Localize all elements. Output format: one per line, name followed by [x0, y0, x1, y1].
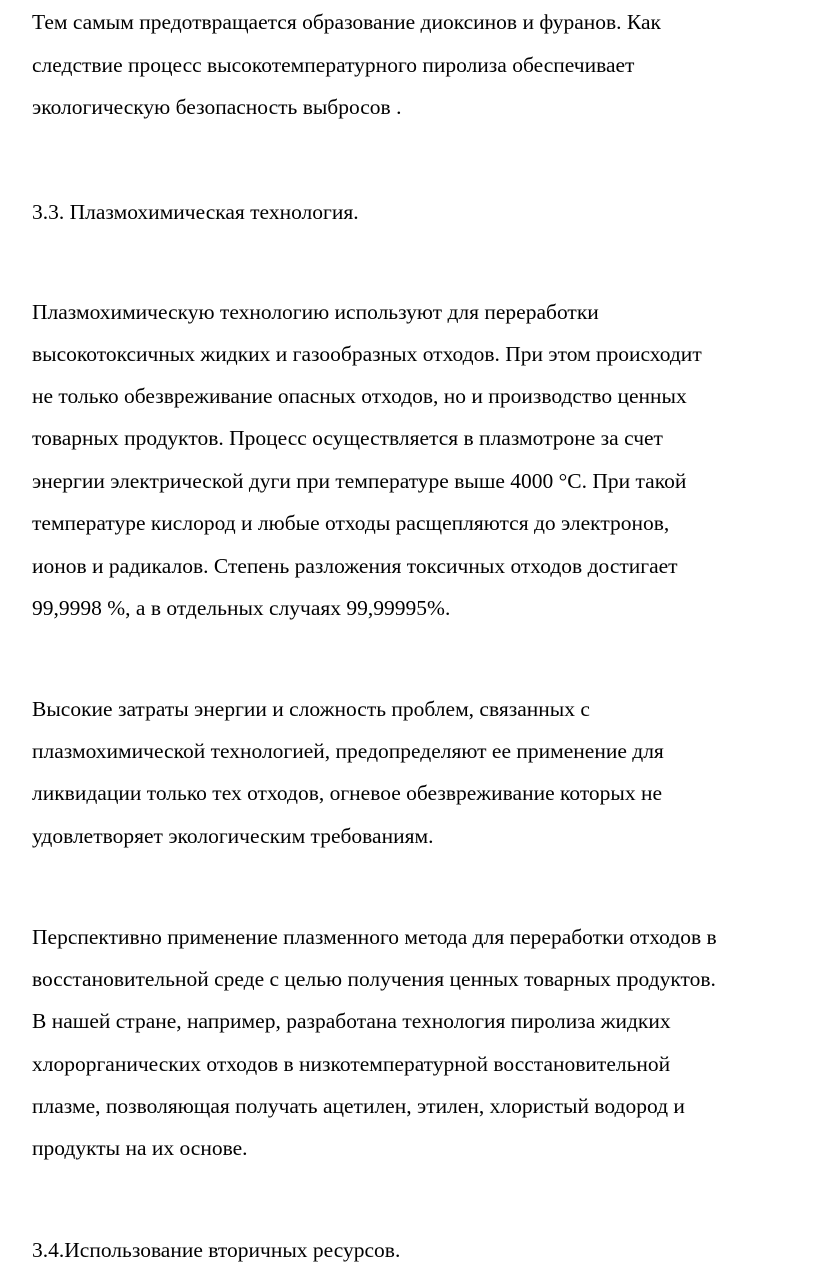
text-line: Тем самым предотвращается образование диоксинов и фуранов. Как [32, 10, 661, 34]
text-line: 99,9998 %, а в отдельных случаях 99,99995%. [32, 596, 451, 620]
text-line: энергии электрической дуги при температуре выше 4000 °С. При такой [32, 469, 687, 493]
text-line: Перспективно применение плазменного метода для переработки отходов в [32, 925, 717, 949]
text-line: удовлетворяет экологическим требованиям. [32, 824, 434, 848]
text-line: не только обезвреживание опасных отходов, но и производство ценных [32, 384, 687, 408]
section-heading: 3.3. Плазмохимическая технология. [32, 200, 359, 224]
text-line: плазме, позволяющая получать ацетилен, этилен, хлористый водород и [32, 1094, 685, 1118]
text-line: температуре кислород и любые отходы расщепляются до электронов, [32, 511, 670, 535]
text-line: В нашей стране, например, разработана технология пиролиза жидких [32, 1009, 671, 1033]
text-line: экологическую безопасность выбросов . [32, 95, 402, 119]
text-line: Плазмохимическую технологию используют для переработки [32, 300, 599, 324]
text-line: ионов и радикалов. Степень разложения токсичных отходов достигает [32, 554, 678, 578]
text-line: товарных продуктов. Процесс осуществляется в плазмотроне за счет [32, 426, 663, 450]
text-line: продукты на их основе. [32, 1136, 248, 1160]
text-line: восстановительной среде с целью получения ценных товарных продуктов. [32, 967, 716, 991]
text-line: плазмохимической технологией, предопределяют ее применение для [32, 739, 664, 763]
section-heading: 3.4.Использование вторичных ресурсов. [32, 1238, 401, 1262]
text-line: хлорорганических отходов в низкотемпературной восстановительной [32, 1052, 671, 1076]
text-line: следствие процесс высокотемпературного пиролиза обеспечивает [32, 53, 635, 77]
text-line: ликвидации только тех отходов, огневое обезвреживание которых не [32, 781, 663, 805]
text-line: Высокие затраты энергии и сложность проблем, связанных с [32, 697, 590, 721]
text-line: высокотоксичных жидких и газообразных отходов. При этом происходит [32, 342, 702, 366]
